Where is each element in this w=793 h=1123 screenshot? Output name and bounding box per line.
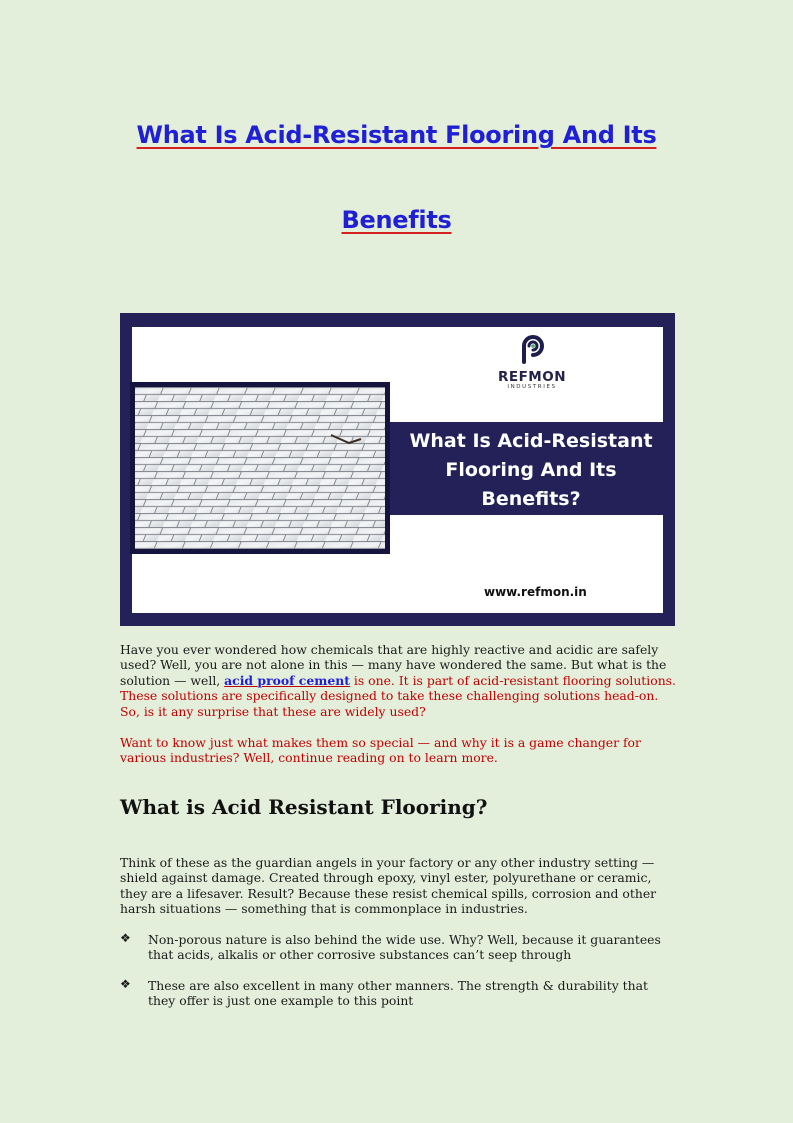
bullet-text: Non-porous nature is also behind the wide use. Why? Well, because it guarantees that acids, alkalis or other corrosive substances can’t seep through [148, 932, 661, 963]
refmon-logo [492, 332, 572, 397]
banner-image [120, 313, 675, 626]
acid-proof-cement-link[interactable]: acid proof cement [224, 672, 350, 688]
floor-tiles-photo [130, 382, 390, 554]
banner-heading [400, 427, 662, 514]
bullet-diamond-icon: ❖ [120, 977, 131, 991]
refmon-logo-icon [512, 332, 552, 366]
intro-paragraph-2: Want to know just what makes them so special — and why it is a game changer for various industries? Well, continue reading on to learn more. [120, 735, 641, 766]
intro-paragraph-1 [120, 642, 680, 719]
page-title-text-1: What Is Acid-Resistant Flooring And Its [136, 121, 657, 149]
banner-heading-line-2: Flooring And Its [445, 459, 617, 481]
section-heading: What is Acid Resistant Flooring? [120, 795, 488, 819]
banner-heading-line-3: Benefits? [481, 488, 581, 510]
banner-heading-line-1: What Is Acid-Resistant [409, 430, 653, 452]
logo-name: REFMON [497, 369, 567, 385]
bullet-text: These are also excellent in many other manners. The strength & durability that they offer is just one example to this point [148, 978, 648, 1009]
logo-subtitle: INDUSTRIES [507, 384, 557, 390]
intro-text-red: is one. It is part of acid-resistant flooring solutions. These solutions are specifically designed to take these challenging solutions head-on. So, is it any surprise that these are widely used? [120, 672, 676, 719]
tile-pattern-graphic [135, 387, 385, 549]
website-url: www.refmon.in [484, 585, 587, 599]
page-title-line-1 [0, 121, 793, 149]
section-paragraph: Think of these as the guardian angels in your factory or any other industry setting — shield against damage. Created through epoxy, vinyl ester, polyurethane or ceramic, they are a lifesaver. Result? Because these resist chemical spills, corrosion and other harsh situations — something that is commonplace in industries. [120, 855, 657, 917]
page-title-line-2 [0, 206, 793, 234]
bullet-diamond-icon: ❖ [120, 931, 131, 945]
intro-text: Have you ever wondered how chemicals that are highly reactive and acidic are safely used? Well, you are not alone in this — many have wondered the same. But what is the solution — well, [120, 642, 667, 688]
page-title-text-2: Benefits [341, 206, 452, 234]
banner-panel [132, 327, 663, 613]
